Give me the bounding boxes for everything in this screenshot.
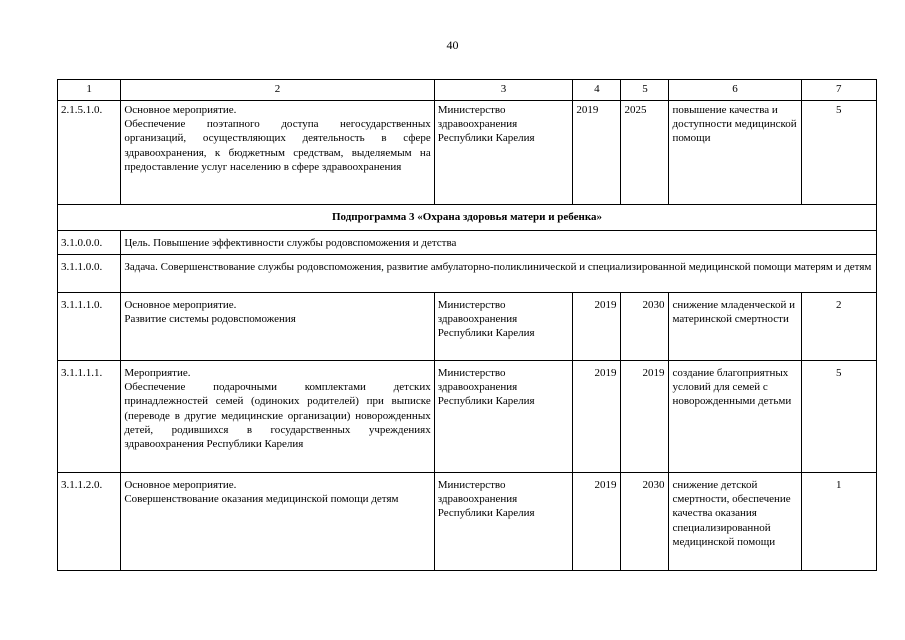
table-row <box>58 293 877 361</box>
table-row <box>58 473 877 571</box>
row-result: снижение детской смертности, обеспечение качества оказания специализированной медицинской помощи <box>669 473 801 571</box>
row-title: Основное мероприятие. <box>124 479 237 491</box>
table-row <box>58 101 877 205</box>
header-row <box>58 80 877 101</box>
row-code: 3.1.1.1.0. <box>58 293 121 361</box>
row-indicator: 5 <box>801 361 876 473</box>
table-row <box>58 255 877 293</box>
row-code: 3.1.1.0.0. <box>58 255 121 293</box>
table-row <box>58 231 877 255</box>
row-title: Основное мероприятие. <box>124 104 237 116</box>
row-description <box>121 293 434 361</box>
column-header: 5 <box>621 80 669 101</box>
row-desc: Развитие системы родовспоможения <box>124 313 296 326</box>
row-result: снижение младенческой и материнской смертности <box>669 293 801 361</box>
subprogram-title: Подпрограмма 3 «Охрана здоровья матери и ребенка» <box>58 205 877 231</box>
page-number: 40 <box>446 38 459 52</box>
row-start-year: 2019 <box>573 293 621 361</box>
row-desc: Обеспечение подарочными комплектами детских принадлежностей семей (одиноких родителей) при выписке (переводе в другие медицинские организации) новорожденных детей, родившихся в государственных учреждениях здравоохранения Республики Карелия <box>124 381 431 451</box>
column-header: 2 <box>121 80 434 101</box>
row-code: 3.1.0.0.0. <box>58 231 121 255</box>
column-header: 4 <box>573 80 621 101</box>
subprogram-row <box>58 205 877 231</box>
row-end-year: 2025 <box>621 101 669 205</box>
row-start-year: 2019 <box>573 101 621 205</box>
row-title: Мероприятие. <box>124 367 191 379</box>
row-description <box>121 361 434 473</box>
row-result: создание благоприятных условий для семей с новорожденными детьми <box>669 361 801 473</box>
row-executor: Министерство здравоохранения Республики Карелия <box>434 473 573 571</box>
row-start-year: 2019 <box>573 361 621 473</box>
row-indicator: 2 <box>801 293 876 361</box>
row-code: 3.1.1.2.0. <box>58 473 121 571</box>
row-desc: Обеспечение поэтапного доступа негосударственных организаций, осуществляющих деятельность в сфере здравоохранения, к бюджетным средствам, выделяемым на предоставление услуг населению в сфере здравоохранения <box>124 118 431 173</box>
row-description <box>121 473 434 571</box>
row-description <box>121 101 434 205</box>
row-result: повышение качества и доступности медицинской помощи <box>669 101 801 205</box>
row-task: Задача. Совершенствование службы родовспоможения, развитие амбулаторно-поликлинической и специализированной медицинской помощи матерям и детям <box>121 255 877 293</box>
column-header: 6 <box>669 80 801 101</box>
column-header: 7 <box>801 80 876 101</box>
row-executor: Министерство здравоохранения Республики Карелия <box>434 361 573 473</box>
program-table <box>57 79 877 571</box>
row-end-year: 2019 <box>621 361 669 473</box>
row-code: 2.1.5.1.0. <box>58 101 121 205</box>
row-indicator: 5 <box>801 101 876 205</box>
row-executor: Министерство здравоохранения Республики Карелия <box>434 101 573 205</box>
row-indicator: 1 <box>801 473 876 571</box>
row-end-year: 2030 <box>621 473 669 571</box>
row-goal: Цель. Повышение эффективности службы родовспоможения и детства <box>121 231 877 255</box>
row-end-year: 2030 <box>621 293 669 361</box>
row-title: Основное мероприятие. <box>124 299 237 311</box>
table-row <box>58 361 877 473</box>
row-code: 3.1.1.1.1. <box>58 361 121 473</box>
row-executor: Министерство здравоохранения Республики Карелия <box>434 293 573 361</box>
row-desc: Совершенствование оказания медицинской помощи детям <box>124 493 399 506</box>
column-header: 1 <box>58 80 121 101</box>
row-start-year: 2019 <box>573 473 621 571</box>
column-header: 3 <box>434 80 573 101</box>
